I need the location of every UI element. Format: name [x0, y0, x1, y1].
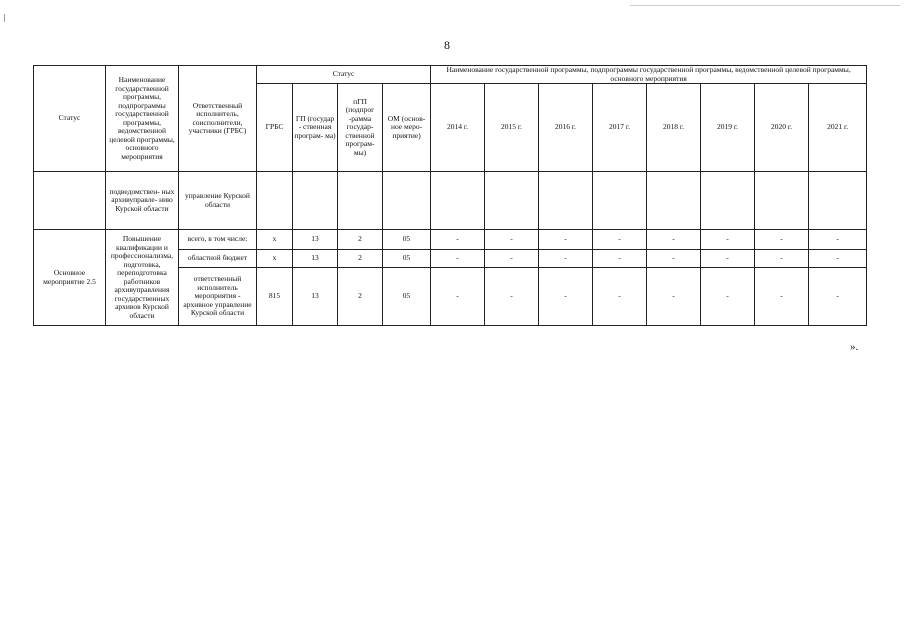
continuation-name: подведомствен- ных архивуправле- нию Курской области: [106, 172, 179, 230]
empty-cell: [485, 172, 539, 230]
empty-cell: [701, 172, 755, 230]
row-value: -: [755, 268, 809, 326]
row-value: -: [701, 230, 755, 250]
header-name: Наименование государственной программы, подпрограммы государственной программы, ведомственной целевой программы, основного мероприятия: [106, 66, 179, 172]
budget-table: [33, 65, 867, 326]
header-om: ОМ (основ- ное меро- приятие): [383, 84, 431, 172]
row-value: -: [539, 230, 593, 250]
row-grbs: 815: [257, 268, 293, 326]
page-number: 8: [444, 38, 450, 52]
header-year: 2016 г.: [539, 84, 593, 172]
row-value: -: [431, 230, 485, 250]
header-year: 2014 г.: [431, 84, 485, 172]
row-responsible: ответственный исполнитель мероприятия - архивное управление Курской области: [179, 268, 257, 326]
header-year: 2018 г.: [647, 84, 701, 172]
scan-line: [630, 5, 900, 6]
empty-cell: [809, 172, 867, 230]
row-value: -: [647, 250, 701, 268]
empty-cell: [383, 172, 431, 230]
row-gp: 13: [293, 230, 338, 250]
header-years-group: Наименование государственной программы, подпрограммы государственной программы, ведомственной целевой программы, основного мероприятия: [431, 66, 867, 84]
row-value: -: [809, 250, 867, 268]
row-om: 05: [383, 250, 431, 268]
row-value: -: [485, 268, 539, 326]
empty-cell: [293, 172, 338, 230]
row-value: -: [755, 250, 809, 268]
row-value: -: [431, 250, 485, 268]
row-value: -: [701, 268, 755, 326]
row-grbs: x: [257, 230, 293, 250]
row-value: -: [809, 230, 867, 250]
header-row-upper: [34, 66, 867, 84]
header-year: 2015 г.: [485, 84, 539, 172]
row-gp: 13: [293, 250, 338, 268]
row-value: -: [593, 268, 647, 326]
row-value: -: [485, 250, 539, 268]
empty-cell: [539, 172, 593, 230]
measure-status: Основное мероприятие 2.5: [34, 230, 106, 326]
row-value: -: [701, 250, 755, 268]
header-pgp: пГП (подпрог -рамма государ- ственной програм- мы): [338, 84, 383, 172]
row-value: -: [485, 230, 539, 250]
empty-cell: [593, 172, 647, 230]
closing-quote: ».: [850, 341, 859, 353]
row-pgp: 2: [338, 230, 383, 250]
continuation-row: [34, 172, 867, 230]
empty-cell: [647, 172, 701, 230]
header-gp: ГП (государ - ственная програм- ма): [293, 84, 338, 172]
row-om: 05: [383, 268, 431, 326]
row-responsible: областной бюджет: [179, 250, 257, 268]
row-value: -: [539, 268, 593, 326]
header-year: 2021 г.: [809, 84, 867, 172]
measure-name: Повышение квалификации и профессионализма, подготовка, переподготовка работников архивуправления государственных архивов Курской области: [106, 230, 179, 326]
empty-cell: [431, 172, 485, 230]
header-status: Статус: [34, 66, 106, 172]
header-year: 2019 г.: [701, 84, 755, 172]
row-value: -: [539, 250, 593, 268]
header-year: 2017 г.: [593, 84, 647, 172]
margin-mark: [4, 14, 5, 22]
continuation-responsible: управление Курской области: [179, 172, 257, 230]
empty-cell: [257, 172, 293, 230]
header-grbs: ГРБС: [257, 84, 293, 172]
header-responsible: Ответственный исполнитель, соисполнители, участники (ГРБС): [179, 66, 257, 172]
row-pgp: 2: [338, 268, 383, 326]
row-gp: 13: [293, 268, 338, 326]
row-value: -: [755, 230, 809, 250]
empty-cell: [338, 172, 383, 230]
row-pgp: 2: [338, 250, 383, 268]
header-code-group: Статус: [257, 66, 431, 84]
row-value: -: [593, 250, 647, 268]
row-value: -: [431, 268, 485, 326]
row-value: -: [593, 230, 647, 250]
row-value: -: [809, 268, 867, 326]
continuation-status: [34, 172, 106, 230]
row-responsible: всего, в том числе:: [179, 230, 257, 250]
row-value: -: [647, 268, 701, 326]
empty-cell: [755, 172, 809, 230]
row-value: -: [647, 230, 701, 250]
header-year: 2020 г.: [755, 84, 809, 172]
row-grbs: x: [257, 250, 293, 268]
row-om: 05: [383, 230, 431, 250]
table-row: [34, 230, 867, 250]
